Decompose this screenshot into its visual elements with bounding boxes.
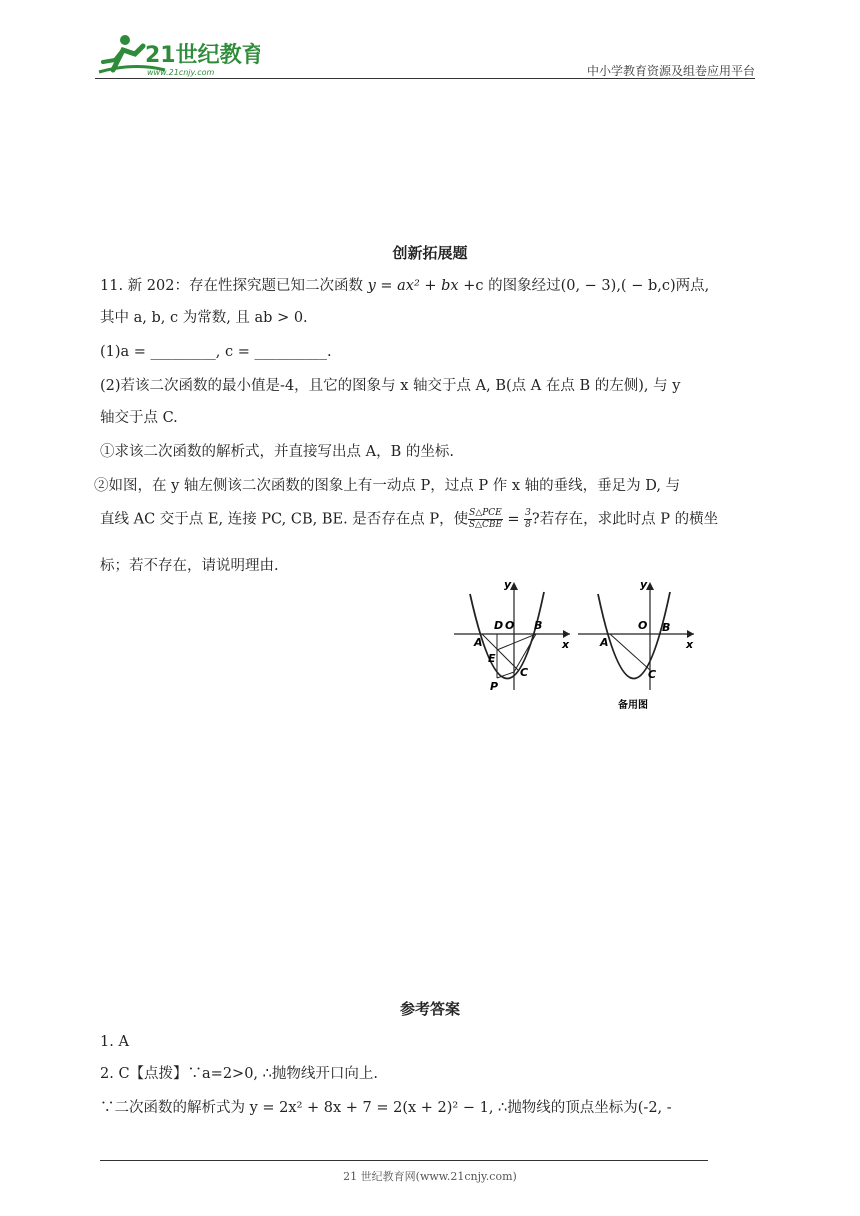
question-sub-1: ①求该二次函数的解析式，并直接写出点 A，B 的坐标. xyxy=(100,444,454,460)
question-part-2: (2)若该二次函数的最小值是-4，且它的图象与 x 轴交于点 A, B(点 A 在点 B 的左侧), 与 y xyxy=(100,378,681,394)
question-part-2-cont: 轴交于点 C. xyxy=(100,410,178,426)
footer-text[interactable]: 21 世纪教育网(www.21cnjy.com) xyxy=(343,1170,517,1183)
logo-url: www.21cnjy.com xyxy=(147,68,215,77)
site-logo xyxy=(95,32,260,78)
frac2-numerator: 3 xyxy=(525,508,531,518)
spare-label-y: y xyxy=(640,578,648,591)
question-sub-2: ②如图，在 y 轴左侧该二次函数的图象上有一动点 P，过点 P 作 x 轴的垂线，垂足为 D, 与 xyxy=(94,478,681,494)
answer-1: 1. A xyxy=(100,1034,129,1050)
figure-spare-graph xyxy=(572,578,702,718)
frac-denominator: S△CBE xyxy=(468,520,503,530)
answer-2-cont: ∵二次函数的解析式为 y = 2x² + 8x + 7 = 2(x + 2)² − 1, ∴抛物线的顶点坐标为(-2, - xyxy=(100,1100,672,1116)
figure-main-graph xyxy=(448,578,578,696)
area-ratio-fraction xyxy=(468,508,503,531)
label-p: P xyxy=(490,680,499,693)
question-line-1 xyxy=(100,276,780,296)
figure-caption: 备用图 xyxy=(618,700,648,711)
spare-label-b: B xyxy=(662,621,671,634)
q1-text-a: 11. 新 202：存在性探究题已知二次函数 xyxy=(100,278,368,294)
spare-label-x: x xyxy=(686,638,694,651)
section-title-extension: 创新拓展题 xyxy=(392,244,468,262)
label-c: C xyxy=(520,666,529,679)
label-y: y xyxy=(504,578,512,591)
question-part-1: (1)a = _________, c = __________. xyxy=(100,344,332,360)
spare-label-a: A xyxy=(600,636,609,649)
q8-text-b: ?若存在，求此时点 P 的横坐 xyxy=(531,511,719,528)
figure-spare xyxy=(572,578,702,718)
question-line-2: 其中 a, b, c 为常数, 且 ab > 0. xyxy=(100,310,308,326)
ratio-value-fraction xyxy=(524,508,532,531)
logo-text: 21世纪教育 xyxy=(145,43,260,68)
question-sub-2-line-2 xyxy=(100,508,780,531)
figure-main xyxy=(448,578,578,696)
spare-label-o: O xyxy=(638,619,648,632)
label-e: E xyxy=(488,652,496,665)
label-o: O xyxy=(505,619,515,632)
label-x: x xyxy=(562,638,570,651)
q1-text-b: c 的图象经过(0, − 3),( − b,c)两点, xyxy=(475,278,710,294)
frac-numerator: S△PCE xyxy=(469,508,502,518)
q1-equation: y = ax² + bx + xyxy=(367,278,476,294)
header-divider xyxy=(95,78,755,79)
label-d: D xyxy=(494,619,504,632)
section-title-answers: 参考答案 xyxy=(399,1000,460,1018)
frac2-denominator: 8 xyxy=(525,520,531,530)
equals-sign: = xyxy=(502,511,525,528)
question-sub-2-line-3: 标；若不存在，请说明理由. xyxy=(100,558,279,574)
footer-divider xyxy=(100,1160,708,1161)
label-b: B xyxy=(534,619,543,632)
q8-text-a: 直线 AC 交于点 E, 连接 PC, CB, BE. 是否存在点 P，使 xyxy=(100,511,469,528)
spare-label-c: C xyxy=(648,668,657,681)
label-a: A xyxy=(474,636,483,649)
platform-name: 中小学教育资源及组卷应用平台 xyxy=(586,64,755,78)
answer-2: 2. C【点拨】∵a=2>0, ∴抛物线开口向上. xyxy=(100,1066,378,1082)
